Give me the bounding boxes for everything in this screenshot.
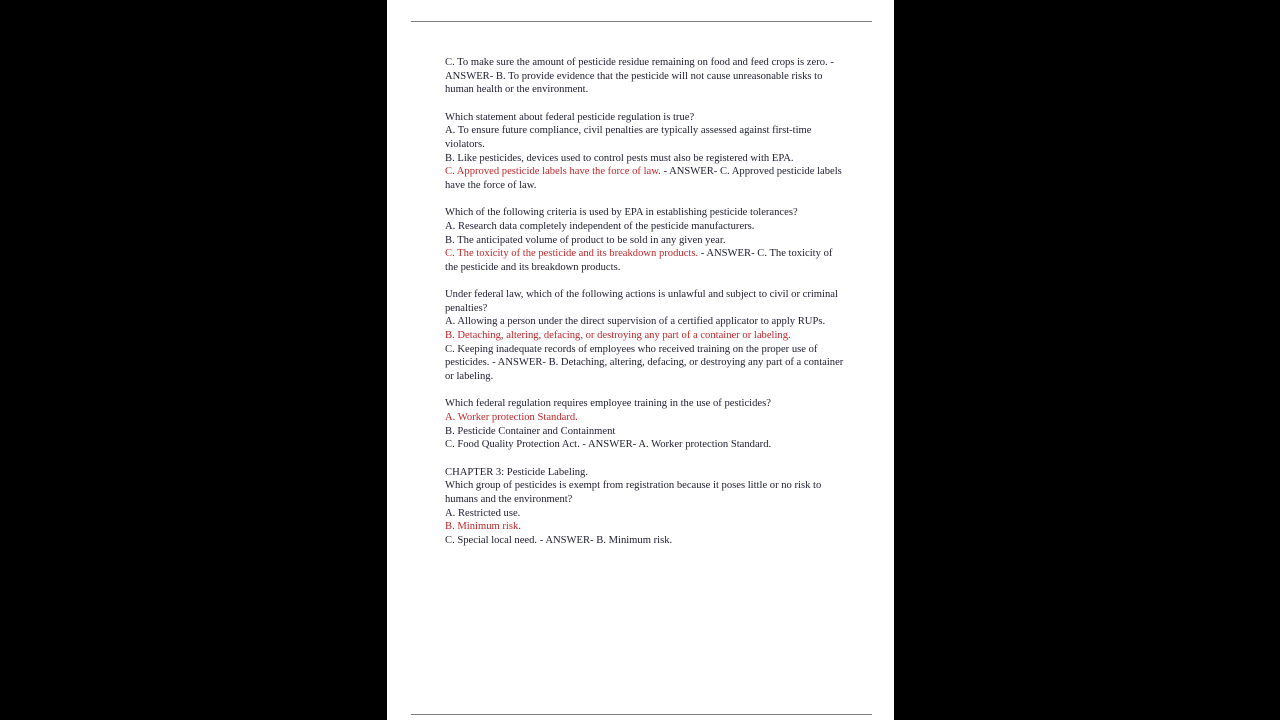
body-text: C. To make sure the amount of pesticide residue remaining on food and feed crops is zero. - ANSWER- B. To provide evidence that the pesticide will not cause unreasonable risks to human health or the environment. — [445, 57, 834, 96]
body-text: - ANSWER- C. The toxicity of the pesticide and its breakdown products. — [445, 248, 833, 273]
body-text: Which federal regulation requires employee training in the use of pesticides? — [445, 398, 771, 410]
document-line — [445, 234, 847, 248]
body-text: A. Allowing a person under the direct supervision of a certified applicator to apply RUPs. — [445, 316, 826, 328]
document-paragraph — [445, 111, 847, 193]
body-text: B. Like pesticides, devices used to control pests must also be registered with EPA. — [445, 152, 794, 164]
document-paragraph — [445, 56, 847, 97]
page-footer-rule — [411, 714, 872, 715]
document-line — [445, 206, 847, 220]
highlighted-answer-text: A. Worker protection Standard. — [445, 412, 578, 423]
highlighted-answer-text: C. Approved pesticide labels have the force of law. — [445, 166, 661, 178]
letterbox-bar-right — [894, 0, 1280, 720]
body-text: - ANSWER- C. Approved pesticide labels have the force of law. — [445, 166, 842, 191]
body-text: C. Food Quality Protection Act. - ANSWER- A. Worker protection Standard. — [445, 439, 772, 451]
document-paragraph — [445, 206, 847, 274]
document-line — [445, 343, 847, 384]
document-line — [445, 165, 847, 192]
letterbox-bar-left — [0, 0, 387, 720]
document-line — [445, 534, 847, 548]
highlighted-answer-text: B. Minimum risk. — [445, 521, 521, 533]
document-line — [445, 152, 847, 166]
document-line — [445, 124, 847, 151]
document-line — [445, 315, 847, 329]
document-page[interactable] — [387, 0, 894, 720]
body-text: C. Special local need. - ANSWER- B. Minimum risk. — [445, 534, 673, 546]
document-line — [445, 425, 847, 439]
document-line — [445, 111, 847, 125]
document-paragraph — [445, 466, 847, 548]
document-line — [445, 411, 847, 425]
page-header-rule — [411, 21, 872, 22]
body-text: CHAPTER 3: Pesticide Labeling. — [445, 466, 589, 478]
document-paragraph — [445, 288, 847, 384]
document-line — [445, 247, 847, 274]
body-text: A. Restricted use. — [445, 507, 521, 519]
body-text: Under federal law, which of the following actions is unlawful and subject to civil or criminal penalties? — [445, 289, 838, 314]
document-line — [445, 507, 847, 521]
document-line — [445, 220, 847, 234]
document-line — [445, 56, 847, 97]
document-line — [445, 520, 847, 534]
document-paragraph — [445, 397, 847, 452]
document-text-body — [445, 56, 847, 548]
highlighted-answer-text: B. Detaching, altering, defacing, or destroying any part of a container or labeling. — [445, 330, 791, 342]
document-line — [445, 466, 847, 480]
document-line — [445, 438, 847, 452]
document-line — [445, 479, 847, 506]
body-text: C. Keeping inadequate records of employees who received training on the proper use of pesticides. - ANSWER- B. Detaching, altering, defacing, or destroying any part of a container or labeling. — [445, 343, 844, 383]
body-text: Which statement about federal pesticide regulation is true? — [445, 111, 695, 123]
body-text: B. Pesticide Container and Containment — [445, 425, 616, 437]
document-line — [445, 329, 847, 343]
body-text: Which of the following criteria is used by EPA in establishing pesticide tolerances? — [445, 207, 798, 219]
body-text: Which group of pesticides is exempt from registration because it poses little or no risk to humans and the environment? — [445, 480, 822, 505]
highlighted-answer-text: C. The toxicity of the pesticide and its breakdown products. — [445, 248, 699, 260]
document-line — [445, 288, 847, 315]
body-text: A. Research data completely independent of the pesticide manufacturers. — [445, 220, 755, 232]
body-text: A. To ensure future compliance, civil penalties are typically assessed against first-time violators. — [445, 125, 812, 150]
document-line — [445, 397, 847, 411]
body-text: B. The anticipated volume of product to be sold in any given year. — [445, 234, 726, 246]
